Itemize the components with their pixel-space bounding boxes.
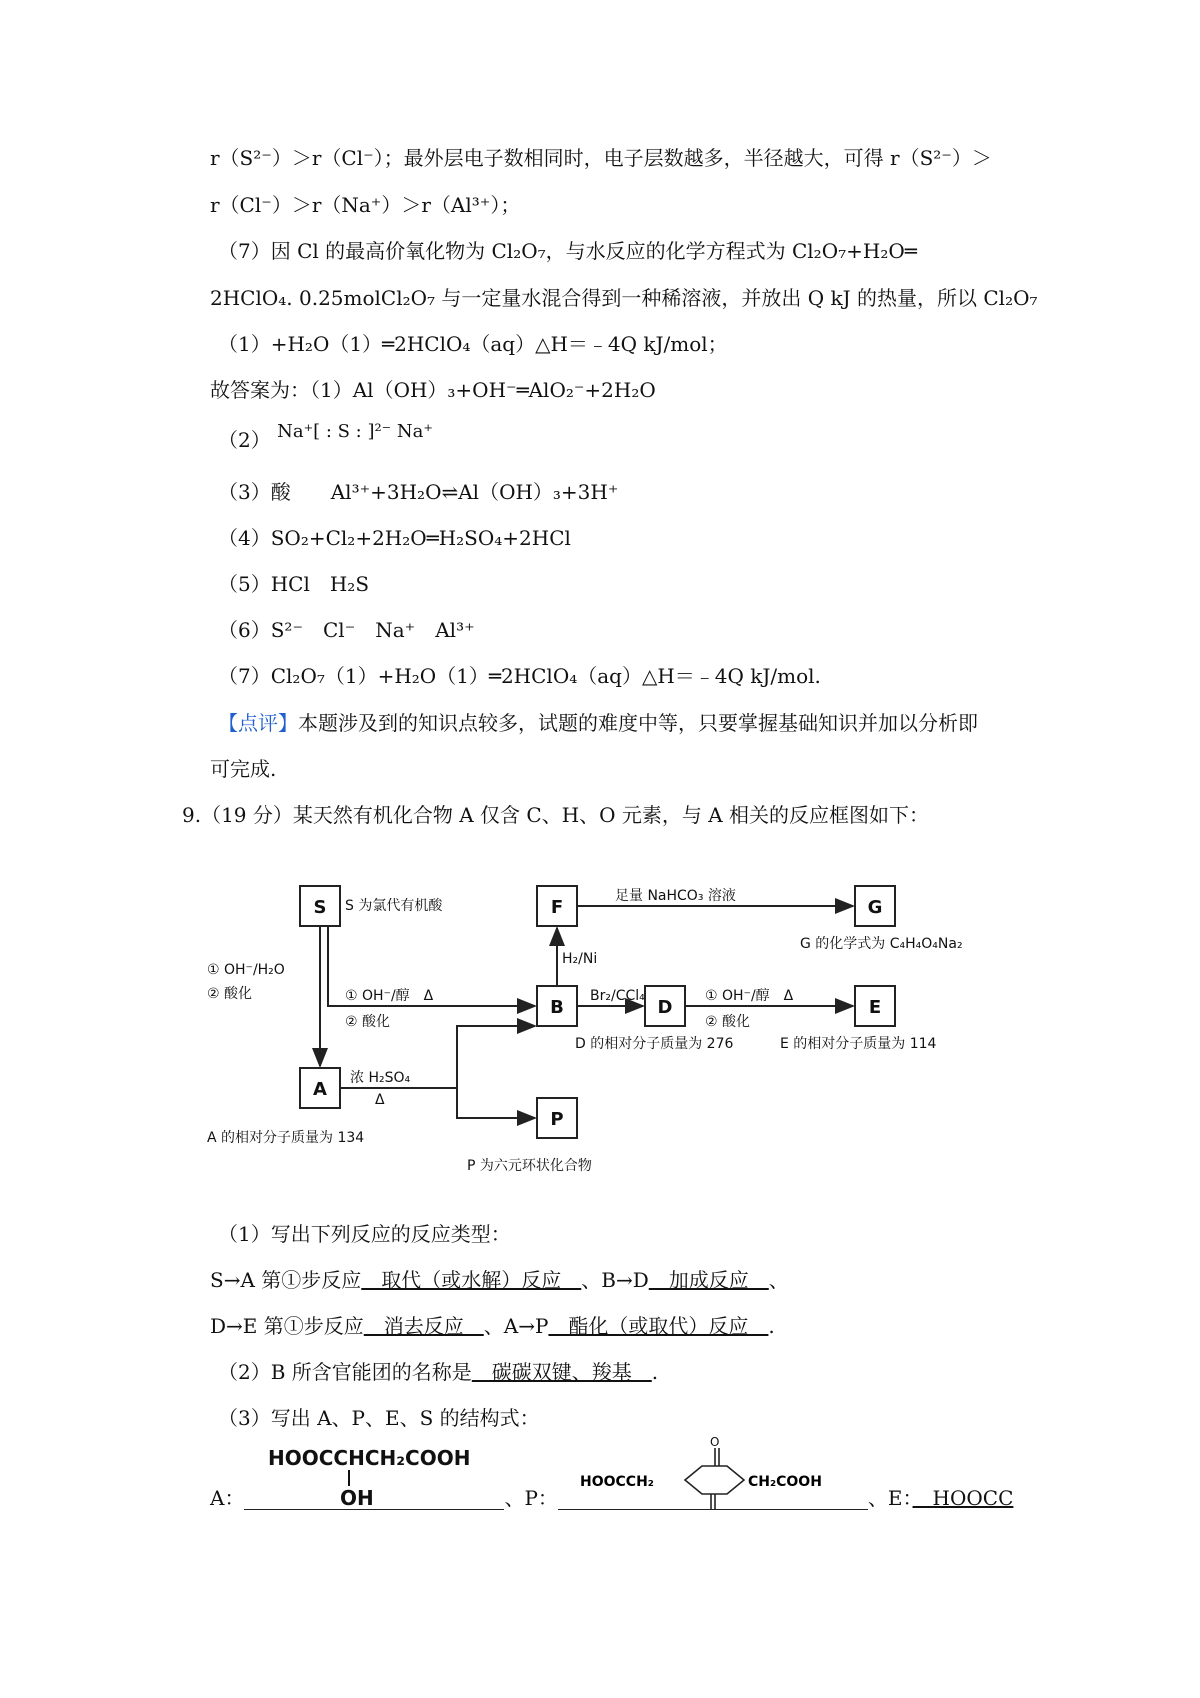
answer-line	[218, 1360, 658, 1384]
arrow-a-p	[457, 1088, 535, 1118]
reaction-label: 、B→D	[581, 1268, 649, 1292]
comment-tag: 【点评】	[218, 711, 298, 735]
reaction-label: 、A→P	[483, 1314, 549, 1338]
text-line: （1）写出下列反应的反应类型：	[218, 1222, 511, 1246]
text-line: （1）+H₂O（1）═2HClO₄（aq）△H＝﹣4Q kJ/mol；	[218, 332, 728, 356]
label-bf: H₂/Ni	[562, 951, 598, 967]
label-sb-1: ① OH⁻/醇 Δ	[345, 988, 434, 1004]
label-b: B	[550, 997, 564, 1018]
label-a-cond-1: 浓 H₂SO₄	[350, 1070, 411, 1086]
text-line: （3）写出 A、P、E、S 的结构式：	[218, 1406, 540, 1430]
label-f: F	[550, 897, 564, 918]
answer-label: 、E：	[867, 1486, 913, 1510]
label-de-2: ② 酸化	[705, 1014, 751, 1030]
answer-line	[210, 1268, 789, 1292]
text-line: （7）Cl₂O₇（1）+H₂O（1）═2HClO₄（aq）△H＝﹣4Q kJ/mol.	[218, 664, 821, 688]
note-a: A 的相对分子质量为 134	[207, 1130, 365, 1146]
answer-line	[210, 1486, 1013, 1510]
comment-text: 本题涉及到的知识点较多，试题的难度中等，只要掌握基础知识并加以分析即	[298, 711, 978, 735]
question-text: （2）B 所含官能团的名称是	[218, 1360, 472, 1384]
answer-number: （2）	[218, 428, 271, 452]
reaction-label: D→E 第①步反应	[210, 1314, 364, 1338]
punctuation: .	[768, 1314, 775, 1338]
note-g: G 的化学式为 C₄H₄O₄Na₂	[800, 936, 963, 952]
answer-blank-a	[244, 1487, 504, 1510]
answer-blank: 加成反应	[648, 1268, 769, 1292]
electron-formula: Na⁺[ : S : ]²⁻ Na⁺	[277, 421, 433, 442]
label-a-cond-2: Δ	[375, 1092, 385, 1108]
label-s: S	[313, 897, 327, 918]
label-d: D	[657, 997, 673, 1018]
label-p: P	[550, 1109, 564, 1130]
arrow-a-b	[457, 1026, 535, 1088]
label-e: E	[868, 997, 882, 1018]
label-bd: Br₂/CCl₄	[590, 988, 645, 1004]
text-line: （3）酸 Al³⁺+3H₂O⇌Al（OH）₃+3H⁺	[218, 480, 619, 504]
text-line: （4）SO₂+Cl₂+2H₂O═H₂SO₄+2HCl	[218, 526, 571, 550]
punctuation: .	[651, 1360, 659, 1384]
structure-a-chain: HOOCCHCH₂COOH	[268, 1446, 471, 1470]
answer-e-text: HOOCC	[932, 1486, 1014, 1510]
answer-blank: 消去反应	[363, 1314, 484, 1338]
text-line: r（S²⁻）＞r（Cl⁻）；最外层电子数相同时，电子层数越多，半径越大，可得 r（S²⁻）＞	[210, 146, 992, 170]
answer-blank: 取代（或水解）反应	[361, 1268, 582, 1292]
structure-p-left: HOOCCH₂	[580, 1474, 654, 1490]
question-heading: 9.（19 分）某天然有机化合物 A 仅含 C、H、O 元素，与 A 相关的反应框图如下：	[182, 803, 930, 827]
text-line: 可完成.	[210, 757, 277, 781]
text-line: （5）HCl H₂S	[218, 572, 370, 596]
answer-line	[210, 1314, 775, 1338]
note-d: D 的相对分子质量为 276	[575, 1036, 734, 1052]
text-line: （7）因 Cl 的最高价氧化物为 Cl₂O₇，与水反应的化学方程式为 Cl₂O₇+H₂O═	[218, 239, 917, 263]
note-s: S 为氯代有机酸	[345, 898, 443, 914]
answer-label: 、P：	[504, 1486, 558, 1510]
reaction-diagram	[205, 880, 1035, 1200]
reaction-label: S→A 第①步反应	[210, 1268, 362, 1292]
svg-text:O: O	[710, 1436, 720, 1449]
punctuation: 、	[768, 1268, 789, 1292]
answer-blank: 酯化（或取代）反应	[548, 1314, 769, 1338]
structure-a	[268, 1446, 471, 1510]
label-sa-1: ① OH⁻/H₂O	[207, 962, 285, 978]
note-p: P 为六元环状化合物	[467, 1158, 592, 1174]
structure-a-oh: OH	[340, 1486, 374, 1510]
label-sa-2: ② 酸化	[207, 986, 253, 1002]
label-g: G	[867, 897, 883, 918]
label-sb-2: ② 酸化	[345, 1014, 391, 1030]
label-fg: 足量 NaHCO₃ 溶液	[615, 888, 736, 904]
text-line	[218, 421, 433, 454]
text-line: 故答案为：（1）Al（OH）₃+OH⁻═AlO₂⁻+2H₂O	[210, 378, 656, 402]
text-line: 2HClO₄. 0.25molCl₂O₇ 与一定量水混合得到一种稀溶液，并放出 Q kJ 的热量，所以 Cl₂O₇	[210, 286, 1038, 310]
text-line: （6）S²⁻ Cl⁻ Na⁺ Al³⁺	[218, 618, 475, 642]
comment-line	[218, 711, 978, 735]
structure-a-bond	[348, 1470, 350, 1486]
label-a: A	[313, 1079, 327, 1100]
label-de-1: ① OH⁻/醇 Δ	[705, 988, 794, 1004]
answer-blank-e	[913, 1486, 1014, 1510]
answer-blank-p	[558, 1487, 868, 1510]
text-line: r（Cl⁻）＞r（Na⁺）＞r（Al³⁺）；	[210, 193, 521, 217]
structure-p-right: CH₂COOH	[748, 1474, 822, 1490]
note-e: E 的相对分子质量为 114	[780, 1036, 937, 1052]
answer-blank: 碳碳双键、羧基	[471, 1360, 652, 1384]
answer-label: A：	[210, 1486, 245, 1510]
